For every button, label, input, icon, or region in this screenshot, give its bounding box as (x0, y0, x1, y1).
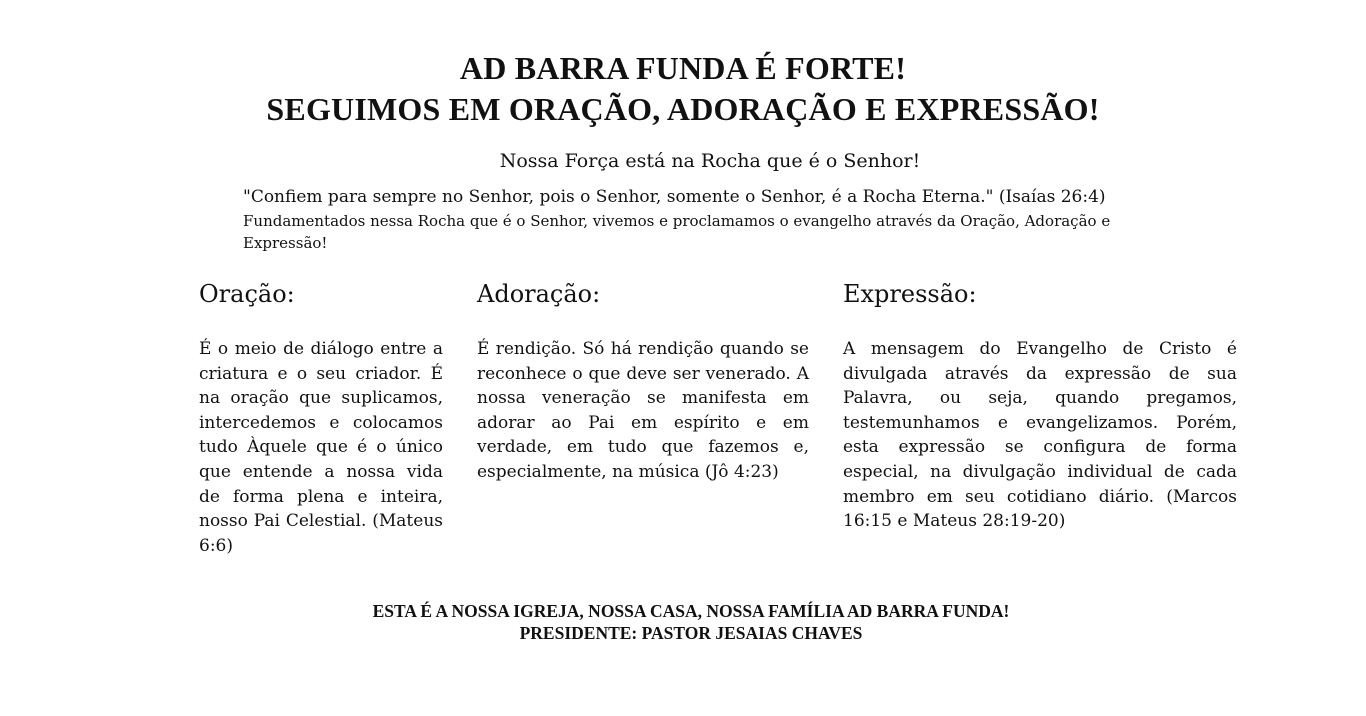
column-heading-adoracao: Adoração: (477, 280, 601, 308)
footer-church-line: ESTA É A NOSSA IGREJA, NOSSA CASA, NOSSA FAMÍLIA AD BARRA FUNDA! (372, 601, 1010, 621)
subtitle: Nossa Força está na Rocha que é o Senhor! (499, 150, 921, 172)
column-oracao (199, 279, 443, 558)
column-body-adoracao: É rendição. Só há rendição quando se reconhece o que deve ser venerado. A nossa veneração se manifesta em adorar ao Pai em espírito e em verdade, em tudo que fazemos e, especialmente, na música (Jô 4:23) (477, 339, 809, 482)
page-title-secondary: SEGUIMOS EM ORAÇÃO, ADORAÇÃO E EXPRESSÃO! (266, 91, 1100, 127)
column-heading-expressao: Expressão: (843, 280, 977, 308)
page-title: AD BARRA FUNDA É FORTE! (459, 50, 907, 86)
bible-quote: "Confiem para sempre no Senhor, pois o Senhor, somente o Senhor, é a Rocha Eterna." (Isaías 26:4) (243, 187, 1106, 207)
column-heading-oracao: Oração: (199, 280, 295, 308)
column-body-expressao: A mensagem do Evangelho de Cristo é divulgada através da expressão de sua Palavra, ou seja, quando pregamos, testemunhamos e evangelizamos. Porém, esta expressão se configura de forma especial, na divulgação individual de cada membro em seu cotidiano diário. (Marcos 16:15 e Mateus 28:19-20) (843, 339, 1237, 532)
footer-president-line: PRESIDENTE: PASTOR JESAIAS CHAVES (519, 623, 863, 643)
column-expressao (843, 279, 1237, 534)
column-adoracao (477, 279, 809, 485)
column-body-oracao: É o meio de diálogo entre a criatura e o seu criador. É na oração que suplicamos, intercedemos e colocamos tudo Àquele que é o único que entende a nossa vida de forma plena e inteira, nosso Pai Celestial. (Mateus 6:6) (199, 339, 443, 556)
intro-paragraph: Fundamentados nessa Rocha que é o Senhor, vivemos e proclamamos o evangelho através da Oração, Adoração e Expressão! (243, 212, 1111, 252)
